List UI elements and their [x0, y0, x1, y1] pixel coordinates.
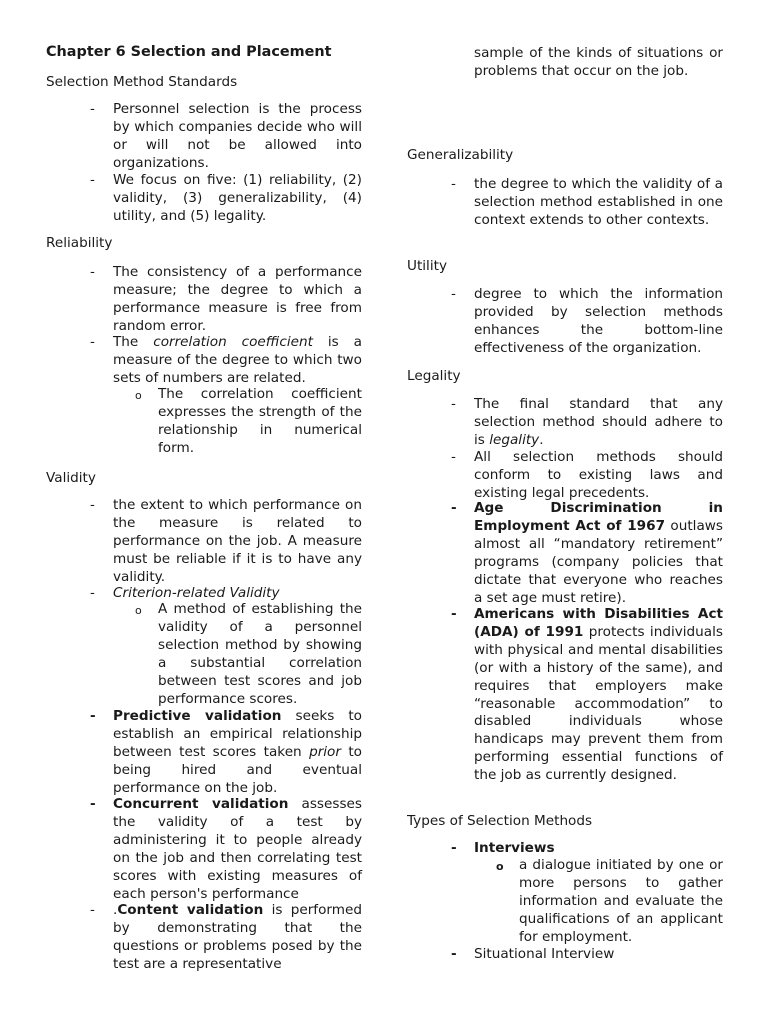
dash-bullet: -	[90, 334, 95, 350]
dash-bullet: -	[451, 286, 456, 302]
dash-bullet: -	[90, 902, 95, 918]
list-item	[90, 334, 362, 388]
list-item-text: Personnel selection is the process by which companies decide who will or will not be allowed into organizations.	[113, 101, 362, 171]
circle-bullet: o	[496, 860, 504, 873]
heading-validity: Validity	[46, 470, 96, 486]
list-item-text: All selection methods should conform to existing laws and existing legal precedents.	[474, 449, 723, 501]
emphasis-term: Criterion-related Validity	[113, 585, 280, 601]
list-item-text: Age Discrimination in Employment Act of 1967 outlaws almost all “mandatory retirement” programs (company policies that dictate that everyone who reaches a set age must retire).	[474, 500, 723, 606]
dash-bullet: -	[451, 500, 457, 516]
dash-bullet: -	[90, 585, 95, 601]
list-item	[90, 264, 362, 336]
dash-bullet: -	[451, 176, 456, 192]
bold-term: Americans with Disabilities Act (ADA) of 1991	[474, 606, 723, 640]
dash-bullet: -	[451, 396, 456, 412]
list-item-text: The correlation coefficient expresses the strength of the relationship in numerical form.	[158, 386, 362, 456]
bold-term: Concurrent validation	[113, 796, 289, 812]
list-item	[451, 286, 723, 358]
list-item-text: Americans with Disabilities Act (ADA) of 1991 protects individuals with physical and mental disabilities (or with a history of the same), and requires that employers make “reasonable accommodation” to disabled individuals whose handicaps may prevent them from performing essential functions of the job as currently designed.	[474, 606, 723, 784]
heading-generalizability: Generalizability	[407, 147, 514, 163]
list-item	[90, 101, 362, 173]
dash-bullet: -	[90, 796, 96, 812]
list-item-text: sample of the kinds of situations or problems that occur on the job.	[474, 45, 723, 79]
heading-types-of-selection-methods: Types of Selection Methods	[407, 813, 593, 829]
emphasis-term: prior	[309, 743, 341, 760]
list-item	[90, 902, 362, 974]
list-item-text: degree to which the information provided by selection methods enhances the bottom-line effectiveness of the organization.	[474, 286, 723, 356]
list-item	[90, 172, 362, 226]
list-item-text: The final standard that any selection method should adhere to is legality.	[474, 396, 723, 448]
list-item-text: Predictive validation seeks to establish an empirical relationship between test scores taken prior to being hired and eventual performance on the job.	[113, 708, 362, 796]
list-item-text: Concurrent validation assesses the validity of a test by administering it to people already on the job and then correlating test scores with existing measures of each person's performance	[113, 796, 362, 902]
circle-bullet: o	[135, 604, 142, 617]
emphasis-term: legality	[489, 431, 540, 448]
list-item	[90, 796, 362, 903]
list-item	[451, 500, 723, 607]
list-item-text: a dialogue initiated by one or more persons to gather information and evaluate the qualifications of an applicant for employment.	[519, 857, 723, 945]
dash-bullet: -	[451, 946, 457, 962]
heading-utility: Utility	[407, 258, 447, 274]
dash-bullet: -	[90, 101, 95, 117]
list-item	[451, 840, 723, 858]
list-item	[90, 497, 362, 587]
heading-reliability: Reliability	[46, 235, 113, 251]
list-item	[451, 396, 723, 450]
emphasis-term: correlation coefficient	[153, 334, 313, 350]
list-item-text: the degree to which the validity of a selection method established in one context extends to other contexts.	[474, 176, 723, 228]
list-item-text: We focus on five: (1) reliability, (2) validity, (3) generalizability, (4) utility, and (5) legality.	[113, 172, 362, 224]
bold-term: Content validation	[117, 902, 264, 918]
dash-bullet: -	[451, 449, 456, 465]
list-item-text: Situational Interview	[474, 946, 615, 962]
list-item-text: .Content validation is performed by demonstrating that the questions or problems posed by the test are a representative	[113, 902, 362, 972]
chapter-title: Chapter 6 Selection and Placement	[46, 44, 332, 60]
list-item	[90, 708, 362, 798]
sub-list-item	[135, 601, 362, 708]
list-item-text: A method of establishing the validity of a personnel selection method by showing a substantial correlation between test scores and job performance scores.	[158, 601, 362, 707]
list-item-text: The consistency of a performance measure; the degree to which a performance measure is free from random error.	[113, 264, 362, 334]
dash-bullet: -	[90, 264, 95, 280]
dash-bullet: -	[451, 840, 457, 856]
list-item	[451, 449, 723, 503]
circle-bullet: o	[135, 389, 142, 402]
dash-bullet: -	[90, 172, 95, 188]
bold-term: Predictive validation	[113, 708, 282, 724]
heading-legality: Legality	[407, 368, 461, 384]
bold-term: Age Discrimination in Employment Act of 1967	[474, 500, 723, 534]
bold-term: Interviews	[474, 840, 555, 856]
list-item	[451, 606, 723, 785]
dash-bullet: -	[451, 606, 457, 622]
heading-selection-method-standards: Selection Method Standards	[46, 74, 238, 90]
list-item-text: the extent to which performance on the measure is related to performance on the job. A measure must be reliable if it is to have any validity.	[113, 497, 362, 585]
list-item	[451, 946, 723, 964]
continued-text	[474, 45, 723, 81]
dash-bullet: -	[90, 708, 96, 724]
sub-list-item	[496, 857, 723, 947]
sub-list-item	[135, 386, 362, 458]
list-item-text: The correlation coefficient is a measure of the degree to which two sets of numbers are related.	[113, 334, 362, 386]
dash-bullet: -	[90, 497, 95, 513]
list-item-text	[474, 840, 723, 858]
list-item	[451, 176, 723, 230]
